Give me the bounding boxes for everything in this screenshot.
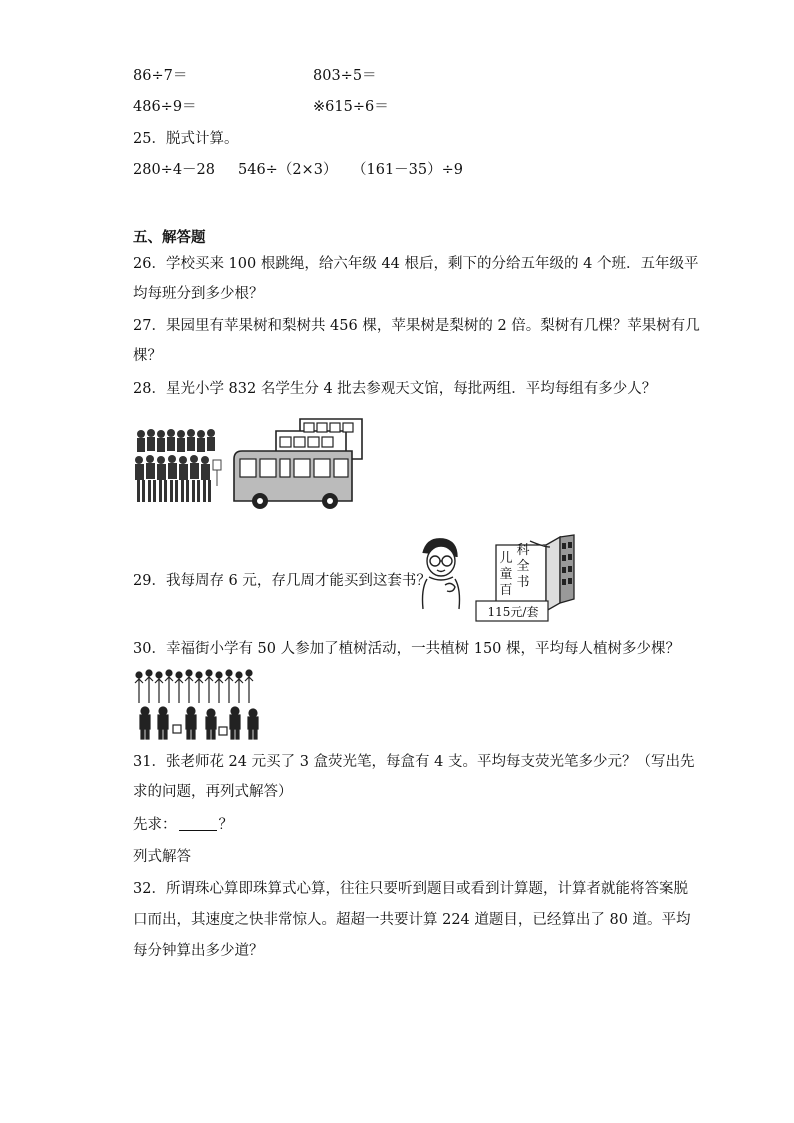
encyclopedia-book-set <box>466 533 588 625</box>
q31-line-4: 列式解答 <box>133 849 191 865</box>
q31-line-2: 求的问题，再列式解答） <box>133 784 293 800</box>
q26-line-1: 26．学校买来 100 根跳绳，给六年级 44 根后，剩下的分给五年级的 4 个班．五年级平 <box>133 256 699 272</box>
q32-line-2: 口而出，其速度之快非常惊人。超超一共要计算 224 道题目，已经算出了 80 道。平均 <box>133 912 691 928</box>
q30-line-1: 30．幸福街小学有 50 人参加了植树活动，一共植树 150 棵，平均每人植树多少棵？ <box>133 641 681 657</box>
q24-expr-3: 486÷9＝ <box>133 99 197 115</box>
q25-expr-2: 546÷（2×3） <box>238 162 338 178</box>
q24-expr-4: ※615÷6＝ <box>313 99 389 115</box>
q29-line-1: 29．我每周存 6 元，存几周才能买到这套书？ <box>133 573 431 589</box>
book-char: 百 <box>499 583 513 598</box>
q25-expr-3: （161－35）÷9 <box>352 162 464 178</box>
q25-title: 25．脱式计算。 <box>133 131 239 147</box>
q25-expr-1: 280÷4－28 <box>133 162 216 178</box>
book-char: 儿 <box>499 551 513 566</box>
book-char: 书 <box>516 575 530 590</box>
book-char: 全 <box>516 559 530 574</box>
book-title-col-2 <box>516 543 530 591</box>
students-group-illustration <box>133 420 223 508</box>
q27-line-2: 棵？ <box>133 348 162 364</box>
q27-line-1: 27．果园里有苹果树和梨树共 456 棵，苹果树是梨树的 2 倍。梨树有几棵？苹果树有几 <box>133 318 700 334</box>
tree-planting-illustration <box>133 665 263 743</box>
book-title-col-1 <box>499 551 513 599</box>
q24-expr-2: 803÷5＝ <box>313 68 377 84</box>
book-char: 科 <box>516 543 530 558</box>
q31-answer-prompt <box>133 815 233 835</box>
book-price-tag: 115元/套 <box>487 605 539 619</box>
buses-illustration <box>230 415 366 511</box>
q31-line-1: 31．张老师花 24 元买了 3 盒荧光笔，每盒有 4 支。平均每支荧光笔多少元？（写出先 <box>133 754 695 770</box>
q31-post-label: ？ <box>218 817 233 833</box>
q31-answer-blank[interactable] <box>179 816 217 831</box>
book-char: 童 <box>499 567 513 582</box>
q26-line-2: 均每班分到多少根？ <box>133 286 264 302</box>
q24-expr-1: 86÷7＝ <box>133 68 188 84</box>
q32-line-3: 每分钟算出多少道？ <box>133 943 264 959</box>
q28-line-1: 28．星光小学 832 名学生分 4 批去参观天文馆，每批两组．平均每组有多少人？ <box>133 381 657 397</box>
section-heading: 五、解答题 <box>133 229 206 246</box>
q31-pre-label: 先求： <box>133 817 177 833</box>
q32-line-1: 32．所谓珠心算即珠算式心算，往往只要听到题目或看到计算题，计算者就能将答案脱 <box>133 881 688 897</box>
boy-with-glasses-illustration <box>415 535 467 611</box>
